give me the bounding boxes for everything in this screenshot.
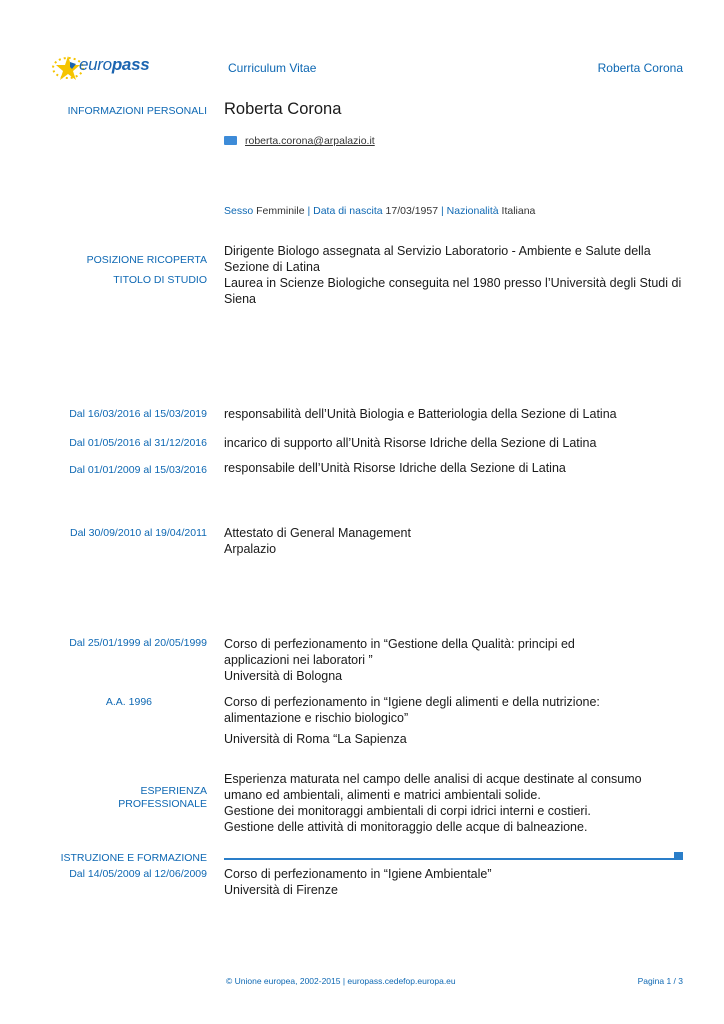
email-link[interactable]: roberta.corona@arpalazio.it <box>245 135 375 147</box>
course-text <box>224 694 600 747</box>
management-text <box>224 525 411 557</box>
role-text: incarico di supporto all’Unità Risorse Idriche della Sezione di Latina <box>224 436 597 450</box>
footer-page-number: Pagina 1 / 3 <box>637 976 683 986</box>
experience-line: umano ed ambientali, alimenti e matrici ambientali solide. <box>224 788 541 802</box>
degree-line: Siena <box>224 292 256 306</box>
role-date: Dal 01/01/2009 al 15/03/2016 <box>69 464 207 476</box>
course-line: Corso di perfezionamento in “Igiene degli alimenti e della nutrizione: <box>224 695 600 709</box>
education-label: ISTRUZIONE E FORMAZIONE <box>60 852 207 864</box>
management-title: Attestato di General Management <box>224 526 411 540</box>
degree-line: Laurea in Scienze Biologiche conseguita nel 1980 presso l’Università degli Studi di <box>224 276 682 290</box>
management-org: Arpalazio <box>224 542 277 556</box>
course-institution: Università di Bologna <box>224 669 343 683</box>
education-date: Dal 14/05/2009 al 12/06/2009 <box>69 868 207 880</box>
personal-details <box>224 205 535 217</box>
separator: | <box>441 205 444 217</box>
management-date: Dal 30/09/2010 al 19/04/2011 <box>69 527 207 539</box>
role-date: Dal 16/03/2016 al 15/03/2019 <box>69 408 207 420</box>
course-date: A.A. 1996 <box>105 696 152 708</box>
sex-label: Sesso <box>224 205 254 217</box>
personal-info-label: INFORMAZIONI PERSONALI <box>67 105 207 117</box>
position-line: Dirigente Biologo assegnata al Servizio Laboratorio - Ambiente e Salute della <box>224 244 651 258</box>
position-text <box>224 243 681 307</box>
footer-copyright: © Unione europea, 2002-2015 | europass.cedefop.europa.eu <box>226 976 456 986</box>
header-person-name: Roberta Corona <box>597 61 683 75</box>
logo-text-pass: pass <box>111 55 150 74</box>
education-text <box>224 866 492 898</box>
sex-value: Femminile <box>256 205 305 217</box>
email-row <box>224 135 375 147</box>
dob-value: 17/03/1957 <box>385 205 439 217</box>
course-date: Dal 25/01/1999 al 20/05/1999 <box>69 637 207 649</box>
education-institution: Università di Firenze <box>224 883 338 897</box>
course-line: alimentazione e rischio biologico” <box>224 711 409 725</box>
course-institution: Università di Roma “La Sapienza <box>224 732 407 746</box>
experience-label: PROFESSIONALE <box>118 798 207 810</box>
separator: | <box>307 205 311 217</box>
nationality-label: Nazionalità <box>446 205 499 217</box>
role-text: responsabile dell’Unità Risorse Idriche della Sezione di Latina <box>224 461 566 475</box>
course-text <box>224 636 575 684</box>
education-course: Corso di perfezionamento in “Igiene Ambientale” <box>224 867 492 881</box>
experience-text <box>224 771 642 835</box>
role-text: responsabilità dell’Unità Biologia e Batteriologia della Sezione di Latina <box>224 407 617 421</box>
experience-label: ESPERIENZA <box>140 785 207 797</box>
position-line: Sezione di Latina <box>224 260 320 274</box>
role-date: Dal 01/05/2016 al 31/12/2016 <box>69 437 207 449</box>
course-line: Corso di perfezionamento in “Gestione della Qualità: principi ed <box>224 637 575 651</box>
experience-line: Esperienza maturata nel campo delle analisi di acque destinate al consumo <box>224 772 642 786</box>
nationality-value: Italiana <box>501 205 536 217</box>
course-line: applicazioni nei laboratori ” <box>224 653 373 667</box>
logo-text-euro: euro <box>79 55 112 74</box>
experience-line: Gestione delle attività di monitoraggio delle acque di balneazione. <box>224 820 588 834</box>
header-doc-type: Curriculum Vitae <box>228 61 317 75</box>
person-name: Roberta Corona <box>224 100 342 118</box>
degree-label: TITOLO DI STUDIO <box>113 274 207 286</box>
position-label: POSIZIONE RICOPERTA <box>86 254 207 266</box>
europass-logo <box>48 50 158 84</box>
section-rule <box>224 858 674 860</box>
dob-label: Data di nascita <box>313 205 383 217</box>
email-icon <box>224 136 237 145</box>
experience-line: Gestione dei monitoraggi ambientali di corpi idrici interni e costieri. <box>224 804 591 818</box>
section-rule-marker <box>674 852 683 860</box>
